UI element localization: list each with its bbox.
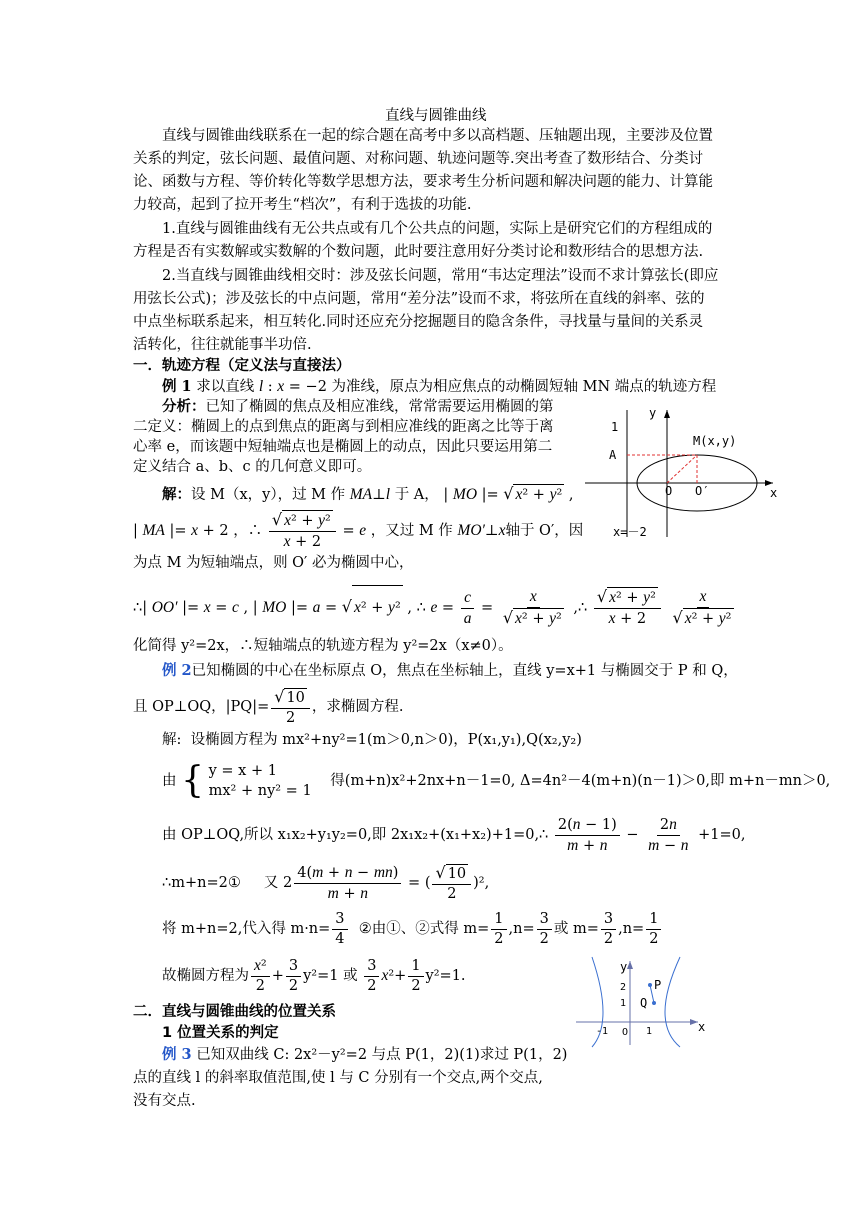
fig1-x-label: x xyxy=(770,486,778,500)
point-p-marker xyxy=(648,983,652,987)
y-axis-arrow xyxy=(664,410,670,418)
fig2-plus-one-label: 1 xyxy=(646,1026,653,1037)
ex2-solution-text-3a: 由 OP⊥OQ,所以 x₁x₂+y₁y₂=0,即 2x₁x₂+(x₁+x₂)+1=0,∴ xyxy=(162,827,549,843)
point1-line-1: 1.直线与圆锥曲线有无公共点或有几个公共点的问题，实际上是研究它们的方程组成的 xyxy=(162,221,713,237)
solution-text-2d: 轴于 O′，因 xyxy=(505,523,584,539)
analysis-text-1: 已知了椭圆的焦点及相应准线，常常需要运用椭圆的第 xyxy=(205,399,554,415)
ex2-solution-line-1 xyxy=(162,730,582,750)
example-1-label: 例 1 xyxy=(162,378,192,395)
intro-line-4: 力较高，起到了拉开考生“档次”，有利于选拔的功能. xyxy=(133,197,472,213)
section-heading-2: 二．直线与圆锥曲线的位置关系 xyxy=(133,1004,336,1020)
example-3-line-2: 点的直线 l 的斜率取值范围,使 l 与 C 分别有一个交点,两个交点, xyxy=(133,1070,543,1086)
fig1-one-label: 1 xyxy=(611,420,619,434)
fig2-two-label: 2 xyxy=(620,982,627,993)
solution-label: 解： xyxy=(162,486,191,503)
example-2-text-2b: ，求椭圆方程. xyxy=(311,699,404,715)
ex2-solution-text-6c: y²=1. xyxy=(425,968,466,984)
example-3-label: 例 3 xyxy=(162,1046,192,1063)
point2-line-3: 中点坐标联系起来，相互转化.同时还应充分挖掘题目的隐含条件，寻找量与量间的关系灵 xyxy=(133,314,704,330)
ex2-solution-text-2: 得(m+n)x²+2nx+n－1=0, Δ=4n²－4(m+n)(n－1)＞0,即 m+n－mn＞0, xyxy=(330,773,831,789)
solution-text-1: 设 M（x，y），过 M 作 xyxy=(191,487,346,503)
point1-line-2: 方程是否有实数解或实数解的个数问题，此时要注意用好分类讨论和数形结合的思想方法. xyxy=(133,244,704,260)
fig1-a-label: A xyxy=(609,448,617,462)
ex2-solution-text-4a: ∴m+n=2① xyxy=(162,875,241,891)
solution-line-2: | MA |= x + 2 ，∴ $\frac{\text{√ x² + y²}}{x + 2}$ = e ，又过 M 作 MO′⊥x轴于 O′，因 xyxy=(133,510,584,550)
analysis-line-1 xyxy=(162,397,554,417)
intro-line-3: 论、函数与方程、等价转化等数学思想方法，要求考生分析问题和解决问题的能力、计算能 xyxy=(133,174,713,190)
example-3-line-3: 没有交点. xyxy=(133,1093,196,1109)
example-3-line-1 xyxy=(162,1045,567,1065)
section-heading-1: 一．轨迹方程（定义法与直接法） xyxy=(133,358,351,374)
ex2-solution-line-2: 由 { y = x + 1 mx² + ny² = 1 得(m+n)x²+2nx+n－1=0, Δ=4n²－4(m+n)(n－1)＞0,即 m+n－mn＞0, xyxy=(162,760,831,801)
example-2-text-2a: 且 OP⊥OQ，|PQ|= xyxy=(133,699,270,715)
example-2-statement xyxy=(162,661,738,681)
fig2-x-axis-arrow xyxy=(690,1019,698,1025)
analysis-line-3: 心率 e，而该题中短轴端点也是椭圆上的动点，因此只要运用第二 xyxy=(133,439,553,455)
example-2-label: 例 2 xyxy=(162,662,192,679)
fig2-y-axis-arrow xyxy=(627,961,633,969)
solution-line-3: 为点 M 为短轴端点，则 O′ 必为椭圆中心， xyxy=(133,555,414,571)
ex2-solution-text-3b: +1=0, xyxy=(698,827,746,843)
ex2-solution-text-5b: ②由①、②式得 m= xyxy=(358,921,490,937)
subsection-heading-1: 1 位置关系的判定 xyxy=(162,1025,279,1041)
analysis-label: 分析： xyxy=(162,398,206,415)
fig1-directrix-label: x=－2 xyxy=(613,525,647,539)
fig1-o-prime-label: O′ xyxy=(695,484,710,498)
example-2-text: 已知椭圆的中心在坐标原点 O，焦点在坐标轴上，直线 y=x+1 与椭圆交于 P 和 Q， xyxy=(191,663,738,679)
fig2-q-label: Q xyxy=(640,996,648,1010)
solution-line-5: 化简得 y²=2x，∴短轴端点的轨迹方程为 y²=2x（x≠0）。 xyxy=(133,638,513,654)
point-q-marker xyxy=(652,1001,656,1005)
intro-line-2: 关系的判定，弦长问题、最值问题、对称问题、轨迹问题等.突出考查了数形结合、分类讨 xyxy=(133,151,704,167)
fig1-m-label: M(x,y) xyxy=(693,434,737,448)
ex2-solution-text-6a: 故椭圆方程为 xyxy=(162,968,249,984)
fig2-minus-one-label: -1 xyxy=(596,1026,609,1037)
point2-line-2: 用弦长公式)；涉及弦长的中点问题，常用“差分法”设而不求，将弦所在直线的斜率、弦的 xyxy=(133,291,705,307)
example-1-statement: 例 1 求以直线 l : x = −2 为准线，原点为相应焦点的动椭圆短轴 MN 端点的轨迹方程 xyxy=(162,378,717,395)
system-equation-1: y = x + 1 xyxy=(208,763,277,779)
ex2-solution-text-5a: 将 m+n=2,代入得 m·n= xyxy=(162,921,331,937)
ex2-solution-text-6b: y²=1 或 xyxy=(303,968,358,984)
fig1-o-label: O xyxy=(665,484,673,498)
intro-line-1: 直线与圆锥曲线联系在一起的综合题在高考中多以高档题、压轴题出现，主要涉及位置 xyxy=(162,128,713,144)
solution-line-4: ∴| OO′ |= x = c , | MO |= a = √ x² + y² , ∴ e = $\frac{c}{a}$ = $\frac{x}{\text{√ x² + y²}}$ ,∴ $\frac{\text{√ x² + y²}}{x + 2}$ $\frac{x}{\text{√ x² + y²}}$ xyxy=(133,585,739,629)
ellipse-figure xyxy=(585,405,785,545)
page-title: 直线与圆锥曲线 xyxy=(385,108,487,124)
ex2-solution-text-4b: 又 2 xyxy=(263,875,293,891)
ex2-by-label: 由 xyxy=(162,773,177,789)
example-1-text-a: 求以直线 xyxy=(196,379,255,395)
hyperbola-right-branch xyxy=(665,957,680,1047)
solution-text-2c: ，又过 M 作 xyxy=(370,523,453,539)
example-1-text-b: 为准线，原点为相应焦点的动椭圆短轴 MN 端点的轨迹方程 xyxy=(331,379,717,395)
ex2-solution-line-3: 由 OP⊥OQ,所以 x₁x₂+y₁y₂=0,即 2x₁x₂+(x₁+x₂)+1=0,∴ $\frac{2(n - 1)}{m + n}$ − $\frac{2n}{m - n}$ +1=0, xyxy=(162,815,746,854)
fig2-y-label: y xyxy=(620,960,628,974)
point2-line-1: 2.当直线与圆锥曲线相交时：涉及弦长问题，常用“韦达定理法”设而不求计算弦长(即应 xyxy=(162,268,719,284)
fig2-p-label: P xyxy=(654,978,662,992)
ex2-solution-text-1: 设椭圆方程为 mx²+ny²=1(m＞0,n＞0)，P(x₁,y₁),Q(x₂,y₂) xyxy=(190,732,582,748)
fig2-origin-label: O xyxy=(622,1027,629,1038)
fig2-x-label: x xyxy=(698,1020,706,1034)
ex2-solution-line-6: 故椭圆方程为 $\frac{\text{x²}}{2}$ + $\frac{3}{2}$ y²=1 或 $\frac{3}{2}$ x²+ $\frac{1}{2}$ y²=1. xyxy=(162,957,466,994)
ex2-solution-label: 解: xyxy=(162,732,182,748)
ex2-solution-line-5: 将 m+n=2,代入得 m·n= $\frac{3}{4}$ ②由①、②式得 m= $\frac{1}{2}$ ,n= $\frac{3}{2}$ 或 m= $\frac{3}{2}$ ,n= $\frac{1}{2}$ xyxy=(162,908,663,950)
example-2-statement-2: 且 OP⊥OQ，|PQ|= $\frac{√ 10}{2}$ ，求椭圆方程. xyxy=(133,686,404,726)
analysis-line-4: 定义结合 a、b、c 的几何意义即可。 xyxy=(133,459,372,475)
analysis-line-2: 二定义：椭圆上的点到焦点的距离与到相应准线的距离之比等于离 xyxy=(133,419,554,435)
ex2-solution-line-4: ∴m+n=2① 又 2 $\frac{4(m + n - mn)}{m + n}$ = ( $\frac{√ 10}{2}$ )², xyxy=(162,862,490,902)
mo-dashed-line xyxy=(667,455,697,483)
fig2-one-label: 1 xyxy=(620,998,627,1009)
solution-text-1b: 于 A， xyxy=(394,487,439,503)
point2-line-4: 活转化，往往就能事半功倍. xyxy=(133,337,312,353)
fig1-y-label: y xyxy=(649,406,657,420)
solution-line-1: 解：设 M（x，y），过 M 作 MA⊥l 于 A， | MO |= √ x² + y² , xyxy=(162,484,574,503)
example-3-text-1: 已知双曲线 C: 2x²－y²=2 与点 P(1，2)(1)求过 P(1，2) xyxy=(196,1047,568,1063)
hyperbola-figure xyxy=(570,955,720,1050)
system-equation-2: mx² + ny² = 1 xyxy=(208,783,312,799)
ex2-solution-text-5c: 或 m= xyxy=(553,921,599,937)
